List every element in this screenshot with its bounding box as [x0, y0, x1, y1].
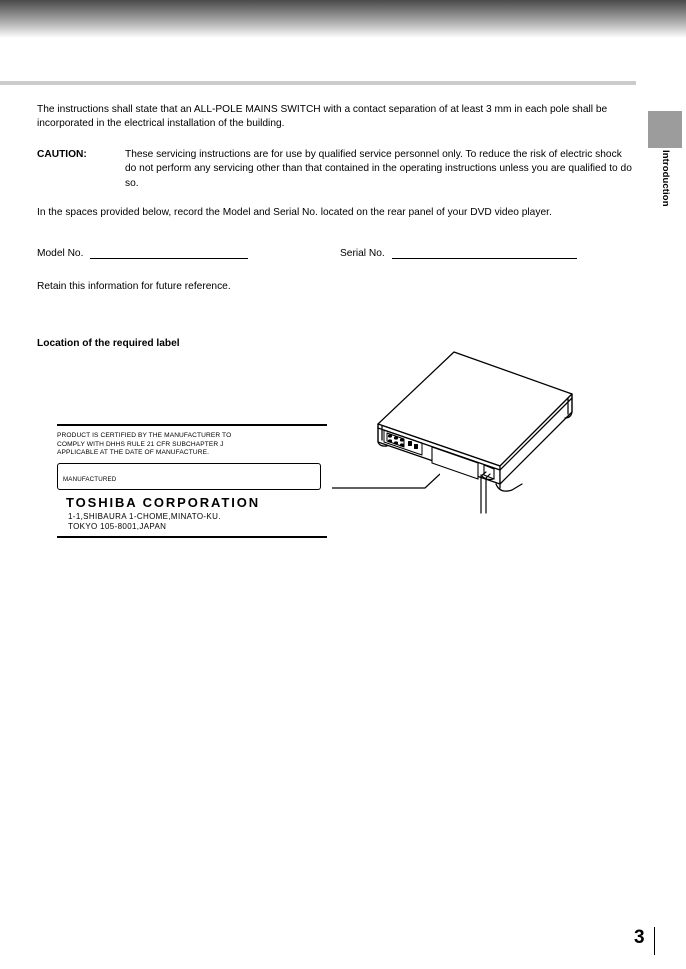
caution-text: These servicing instructions are for use by qualified service personnel only. To reduce the risk of electric shock do not perform any servicing other than that contained in the operating instructions unless you are qualified to do so. [125, 149, 632, 189]
header-divider-rule [0, 81, 636, 85]
dvd-player-illustration [360, 348, 592, 523]
serial-no-field[interactable] [340, 248, 577, 259]
address-line-2: TOKYO 105-8001,JAPAN [68, 522, 167, 531]
model-no-writein-line[interactable] [90, 258, 248, 259]
cert-label-text [57, 432, 327, 458]
model-serial-fields [37, 248, 617, 268]
serial-no-label: Serial No. [340, 248, 385, 259]
company-name: TOSHIBA CORPORATION [66, 494, 261, 510]
manufactured-date-box [57, 463, 321, 490]
header-gradient-band [0, 0, 686, 38]
cert-label-top-rule [57, 424, 327, 426]
record-paragraph: In the spaces provided below, record the Model and Serial No. located on the rear panel of your DVD video player. [37, 207, 552, 218]
manufactured-label: MANUFACTURED [63, 475, 117, 483]
intro-paragraph: The instructions shall state that an ALL-POLE MAINS SWITCH with a contact separation of at least 3 mm in each pole shall be incorporated in the electrical installation of the building. [37, 104, 608, 130]
cert-line-3: APPLICABLE AT THE DATE OF MANUFACTURE. [57, 449, 210, 456]
retain-paragraph: Retain this information for future reference. [37, 281, 231, 292]
caution-label: CAUTION: [37, 149, 87, 160]
page-number-rule [654, 927, 655, 955]
model-no-field[interactable] [37, 248, 248, 259]
serial-no-writein-line[interactable] [392, 258, 577, 259]
model-no-label: Model No. [37, 248, 84, 259]
cert-label-bottom-rule [57, 536, 327, 538]
company-address [68, 512, 327, 533]
section-heading: Location of the required label [37, 338, 180, 349]
cert-line-1: PRODUCT IS CERTIFIED BY THE MANUFACTURER TO [57, 432, 232, 439]
page-number: 3 [634, 927, 645, 948]
chapter-tab-block [648, 111, 682, 148]
caution-block [37, 148, 635, 191]
address-line-1: 1-1,SHIBAURA 1-CHOME,MINATO-KU. [68, 511, 221, 521]
cert-line-2: COMPLY WITH DHHS RULE 21 CFR SUBCHAPTER J [57, 440, 224, 448]
chapter-tab-label: Introduction [660, 150, 671, 207]
certification-label [57, 424, 327, 538]
